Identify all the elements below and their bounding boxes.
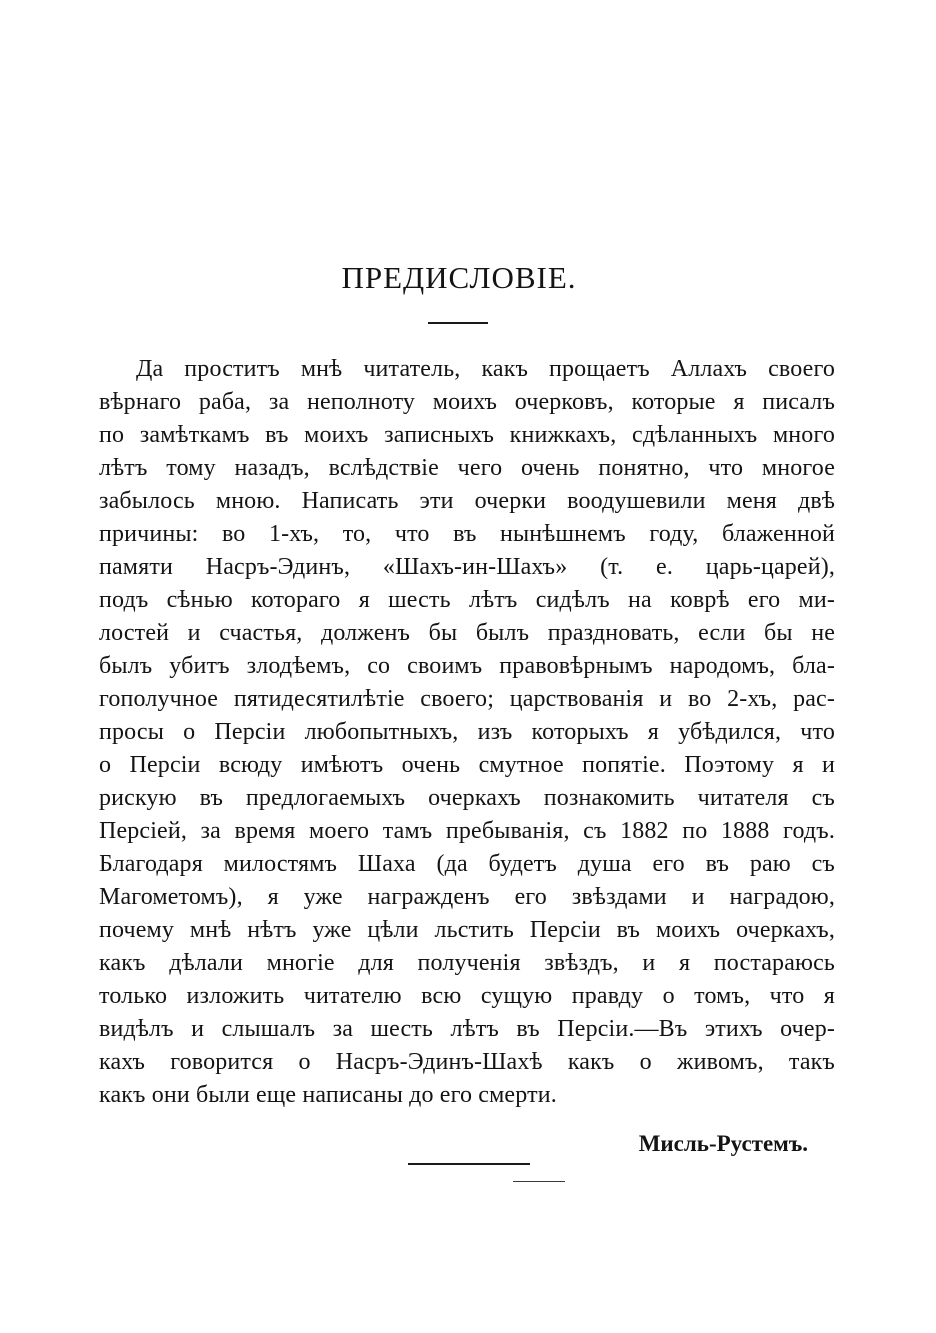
closing-divider-flourish [513, 1181, 565, 1182]
text-line: о Персіи всюду имѣютъ очень смутное попятіе. Поэтому я и [99, 752, 835, 778]
text-line: рискую въ предлогаемыхъ очеркахъ познакомить читателя съ [99, 785, 835, 811]
text-line: лѣтъ тому назадъ, вслѣдствіе чего очень понятно, что многое [99, 455, 835, 481]
text-line: почему мнѣ нѣтъ уже цѣли льстить Персіи въ моихъ очеркахъ, [99, 917, 835, 943]
text-line: какъ они были еще написаны до его смерти. [99, 1082, 557, 1108]
text-line: какъ дѣлали многіе для полученія звѣздъ, и я постараюсь [99, 950, 835, 976]
text-line: забылось мною. Написать эти очерки воодушевили меня двѣ [99, 488, 835, 514]
text-line: гополучное пятидесятилѣтіе своего; царствованія и во 2-хъ, рас- [99, 686, 835, 712]
author-signature: Мисль-Рустемъ. [638, 1131, 808, 1156]
page-title: ПРЕДИСЛОВІЕ. [341, 260, 577, 295]
text-line: Магометомъ), я уже награжденъ его звѣздами и наградою, [99, 884, 835, 910]
text-line: вѣрнаго раба, за неполноту моихъ очерковъ, которые я писалъ [99, 389, 835, 415]
text-line: просы о Персіи любопытныхъ, изъ которыхъ я убѣдился, что [99, 719, 835, 745]
text-line: Благодаря милостямъ Шаха (да будетъ душа его въ раю съ [99, 851, 835, 877]
text-line: по замѣткамъ въ моихъ записныхъ книжкахъ, сдѣланныхъ много [99, 422, 835, 448]
text-line: Персіей, за время моего тамъ пребыванія, съ 1882 по 1888 годъ. [99, 818, 835, 844]
preface-paragraph [99, 353, 835, 1112]
text-line: причины: во 1-хъ, то, что въ нынѣшнемъ году, блаженной [99, 521, 835, 547]
text-line: кахъ говорится о Насръ-Эдинъ-Шахѣ какъ о живомъ, такъ [99, 1049, 835, 1075]
text-line: подъ сѣнью котораго я шесть лѣтъ сидѣлъ на коврѣ его ми- [99, 587, 835, 613]
closing-divider [408, 1163, 530, 1165]
text-line: лостей и счастья, долженъ бы былъ праздновать, если бы не [99, 620, 835, 646]
text-line: видѣлъ и слышалъ за шесть лѣтъ въ Персіи.—Въ этихъ очер- [99, 1016, 835, 1042]
text-line: памяти Насръ-Эдинъ, «Шахъ-ин-Шахъ» (т. е. царь-царей), [99, 554, 835, 580]
title-divider [428, 322, 488, 324]
text-line: былъ убитъ злодѣемъ, со своимъ правовѣрнымъ народомъ, бла- [99, 653, 835, 679]
text-line: только изложить читателю всю сущую правду о томъ, что я [99, 983, 835, 1009]
text-line: Да проститъ мнѣ читатель, какъ прощаетъ Аллахъ своего [136, 356, 835, 382]
